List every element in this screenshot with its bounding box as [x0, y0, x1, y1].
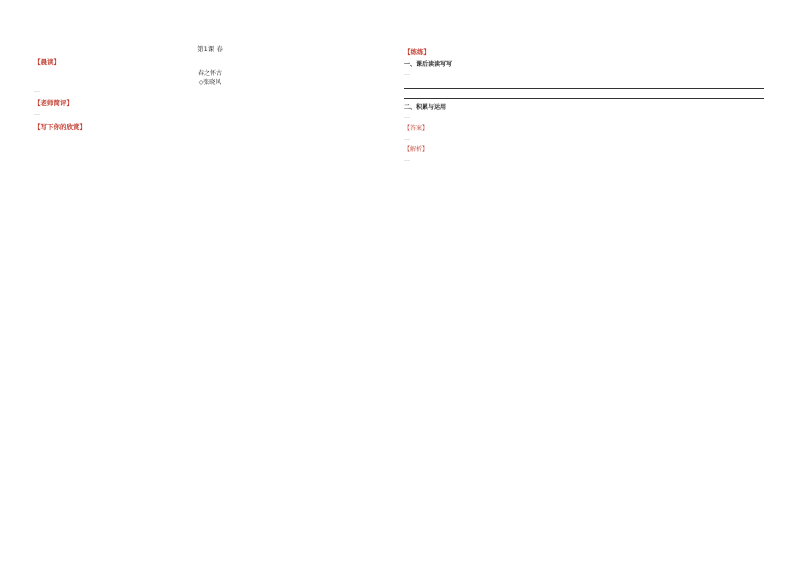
passage-placeholder: … [34, 87, 40, 94]
section-usage-title: 二、积累与运用 [404, 104, 447, 112]
left-column [34, 44, 386, 133]
right-column [404, 44, 764, 166]
passage-author: ◇张晓风 [198, 79, 222, 86]
morning-reading-tag: 【晨读】 [34, 58, 60, 66]
write-appreciation-tag: 【写下你的欣赏】 [34, 122, 86, 131]
teacher-comment-tag: 【老师简评】 [34, 99, 73, 108]
analysis-placeholder: … [404, 155, 410, 163]
section-vocab-title: 一、课后读读写写 [404, 61, 453, 68]
passage-title: 春之怀古 [197, 70, 222, 77]
answer-label: 【答案】 [404, 124, 429, 132]
teacher-comment-placeholder: … [34, 110, 40, 118]
items-placeholder: … [404, 113, 410, 121]
vocab-placeholder: … [404, 70, 410, 77]
answer-line[interactable] [404, 90, 764, 99]
lesson-title: 第1课 春 [197, 45, 223, 53]
practice-tag: 【练练】 [404, 48, 430, 56]
answer-placeholder: … [404, 134, 410, 142]
answer-line[interactable] [404, 80, 764, 89]
analysis-label: 【解析】 [404, 145, 429, 153]
